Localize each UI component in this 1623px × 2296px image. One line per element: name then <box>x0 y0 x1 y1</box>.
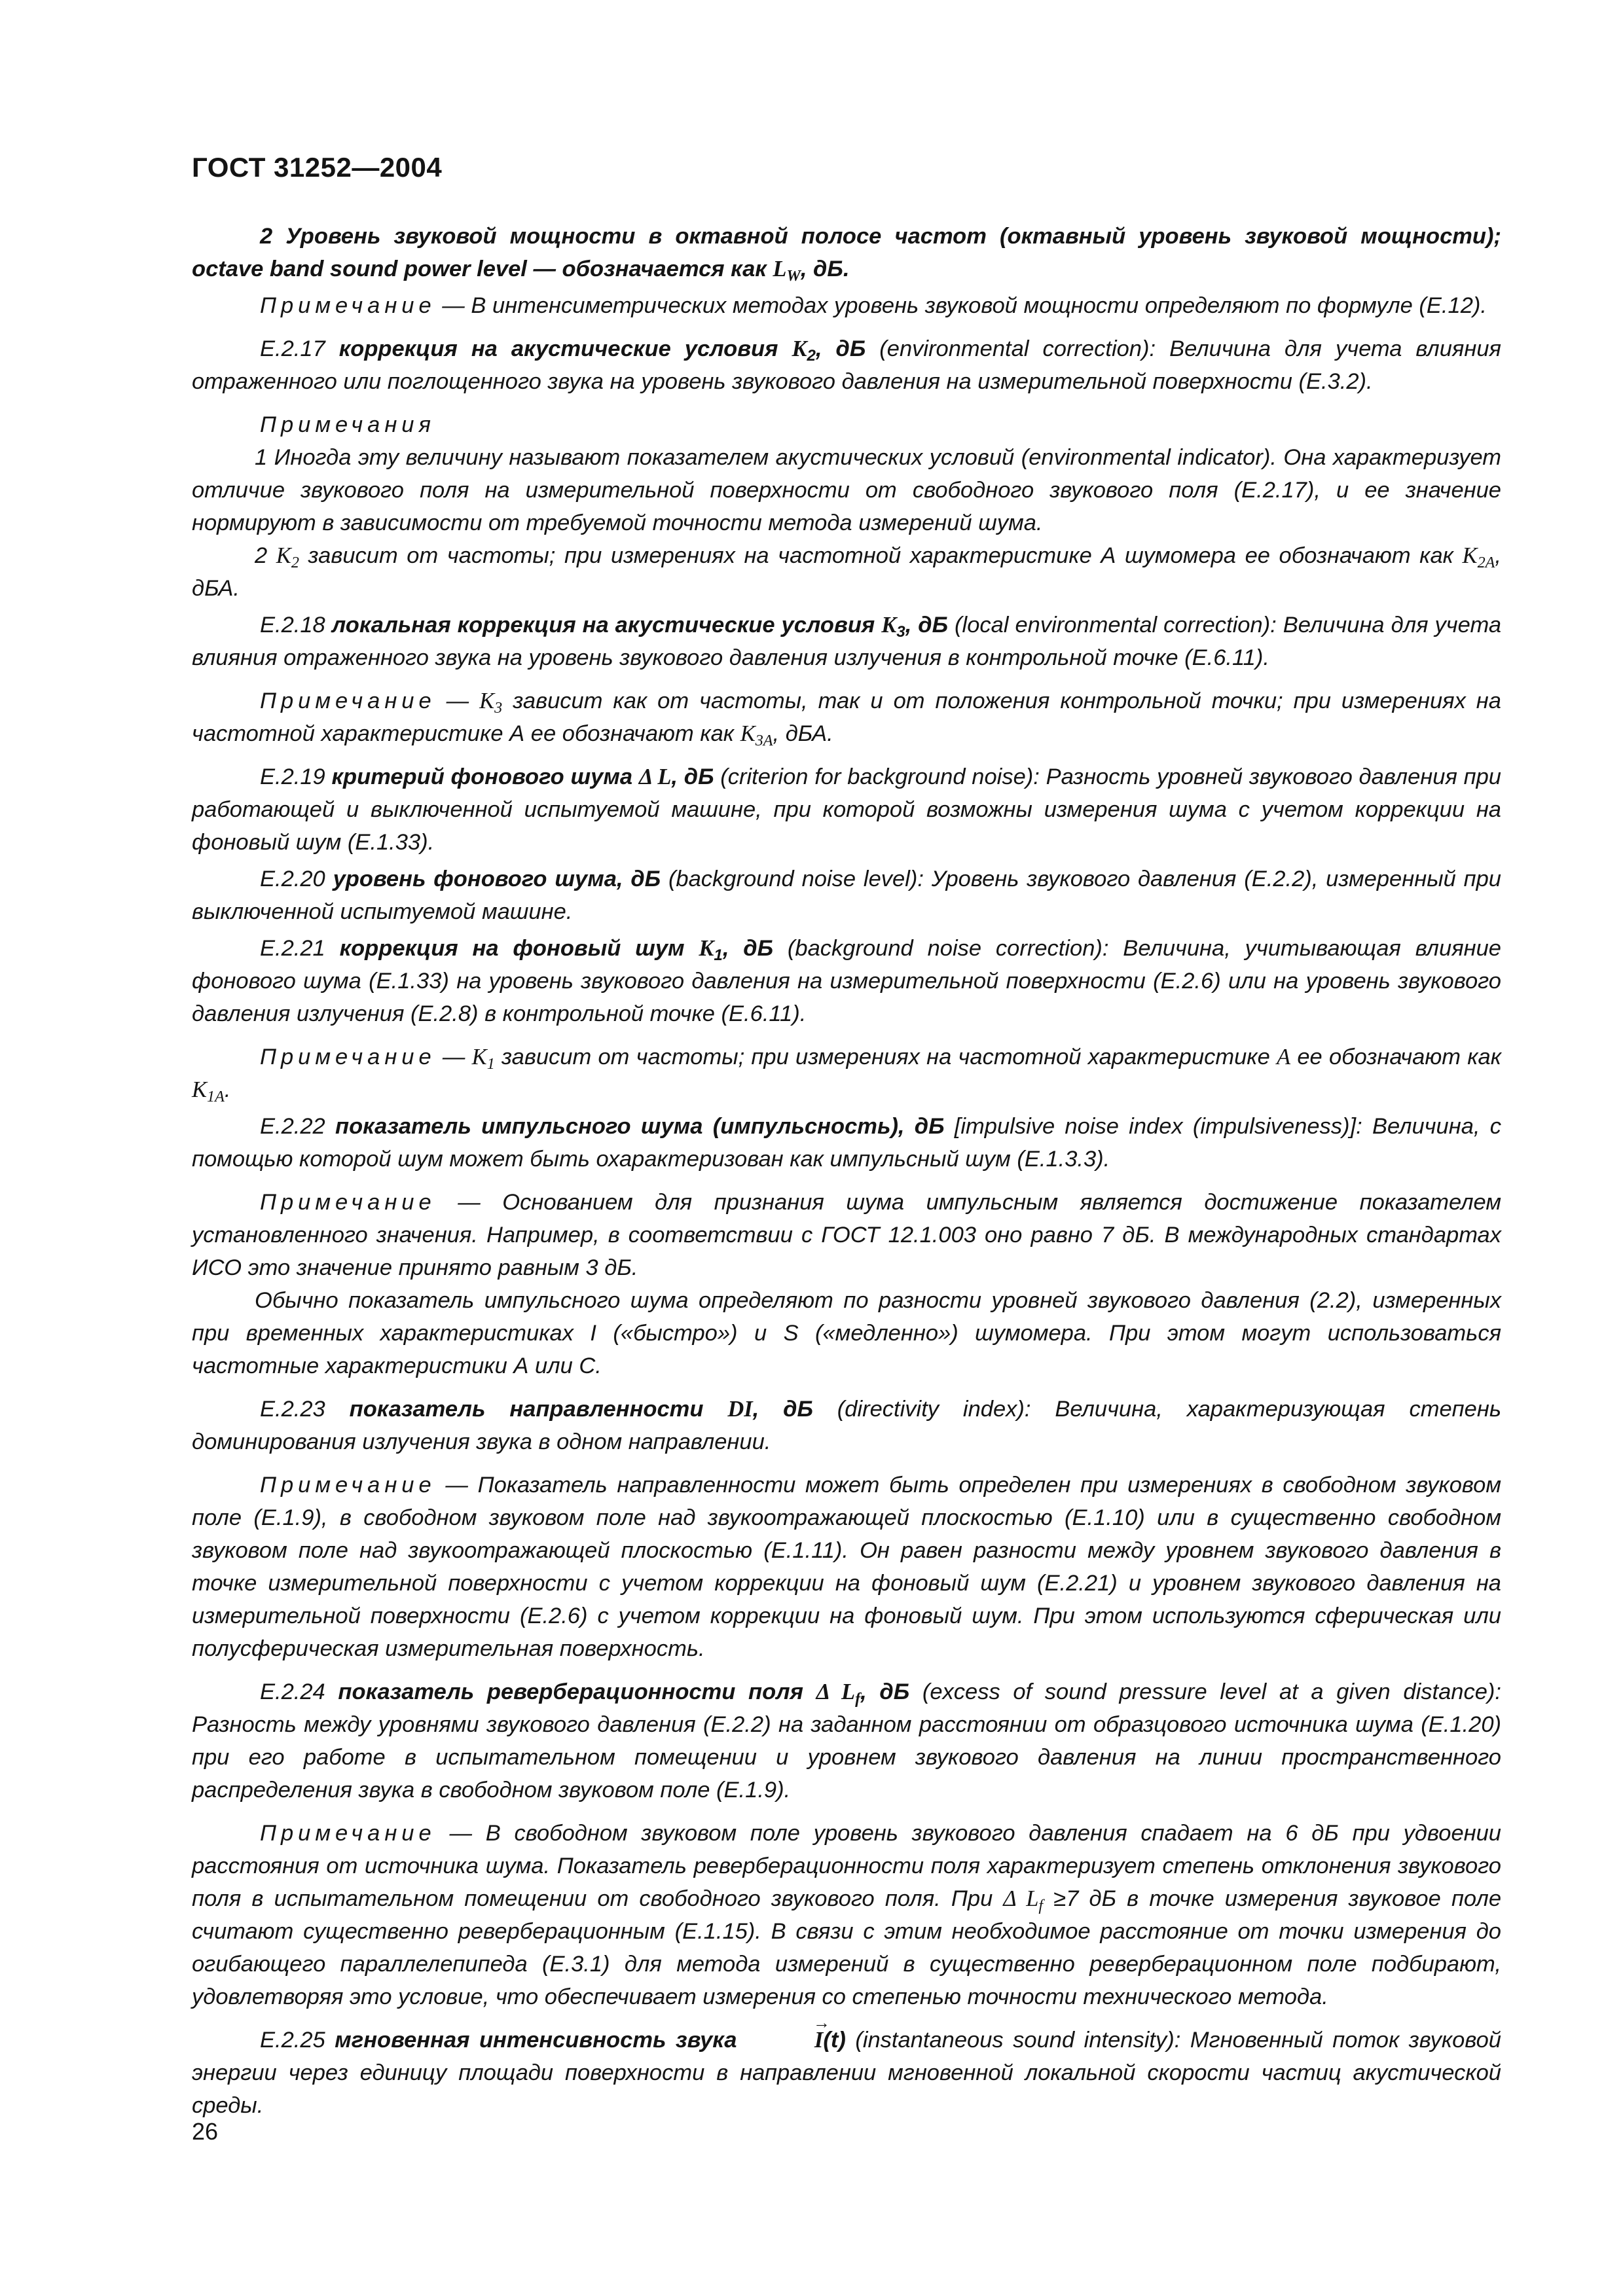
note-e-2-17-2: 2 $K_2$ зависит от частоты; при измерениях на частотной характеристике А шумомера ее обозначают как $K_{2A}$, дБА. <box>192 543 1501 601</box>
note-e-2-22: Примечание — Основанием для признания шума импульсным является достижение показателем установленного значения. Например, в соответствии с ГОСТ 12.1.003 оно равно 7 дБ. В международных стандартах ИСО это значение принято равным 3 дБ. <box>192 1190 1501 1280</box>
term-e-2-25: Е.2.25 мгновенная интенсивность звука → I(t) (instantaneous sound intensity): Мгновенный поток звуковой энергии через единицу площади поверхности в направлении мгновенной локальной скорости частиц акустической среды. <box>192 2024 1501 2122</box>
note-octave: Примечание — В интенсиметрических методах уровень звуковой мощности определяют по формуле (Е.12). <box>260 293 1487 318</box>
term-e-2-22: Е.2.22 показатель импульсного шума (импульсность), дБ [impulsive noise index (impulsiveness)]: Величина, с помощью которой шум может быть охарактеризован как импульсный шум (Е.1.3.3). <box>192 1114 1501 1172</box>
note-e-2-17-1: 1 Иногда эту величину называют показателем акустических условий (environmental indicator). Она характеризует отличие звукового поля на измерительной поверхности от свободного звукового поля (Е.2.17), и ее значение нормируют в зависимости от требуемой точности метода измерений шума. <box>192 445 1501 535</box>
term-e-2-19: Е.2.19 критерий фонового шума Δ L, дБ (criterion for background noise): Разность уровней звукового давления при работающей и выключенной испытуемой машине, при которой возможны измерения шума с учетом коррекции на фоновый шум (Е.1.33). <box>192 764 1501 855</box>
term-e-2-18: Е.2.18 локальная коррекция на акустические условия $K_3$, дБ (local environmental correction): Величина для учета влияния отраженного звука на уровень звукового давления излучения в контрольной точке (Е.6.11). <box>192 613 1502 670</box>
term-e-2-21: Е.2.21 коррекция на фоновый шум $K_1$, дБ (background noise correction): Величина, учитывающая влияние фонового шума (Е.1.33) на уровень звукового давления на измерительной поверхности (Е.2.6) или на уровень звукового давления излучения (Е.2.8) в контрольной точке (Е.6.11). <box>192 936 1501 1026</box>
term-e-2-20: Е.2.20 уровень фонового шума, дБ (background noise level): Уровень звукового давления (Е.2.2), измеренный при выключенной испытуемой машине. <box>192 867 1501 924</box>
paragraph-octave-band: 2 Уровень звуковой мощности в октавной полосе частот (октавный уровень звуковой мощности); octave band sound power level — обозначается как $L_W$, дБ. <box>192 224 1501 285</box>
note-label: Примечание <box>260 293 436 318</box>
document-body <box>192 220 1501 2122</box>
note-e-2-23: Примечание — Показатель направленности может быть определен при измерениях в свободном звуковом поле (Е.1.9), в свободном звуковом поле над звукоотражающей плоскостью (Е.1.10) или в существенно свободном звуковом поле над звукоотражающей плоскостью (Е.1.11). Он равен разности между уровнем звукового давления в точке измерительной поверхности с учетом коррекции на фоновый шум (Е.2.21) и уровнем звукового давления на измерительной поверхности (Е.2.6) с учетом коррекции на фоновый шум. При этом используются сферическая или полусферическая измерительная поверхность. <box>192 1473 1501 1661</box>
page-number: 26 <box>192 2118 219 2145</box>
note-e-2-21: Примечание — $K_1$ зависит от частоты; при измерениях на частотной характеристике A ее обозначают как $K_{1A}$. <box>192 1045 1502 1106</box>
note-e-2-24: Примечание — В свободном звуковом поле уровень звукового давления спадает на 6 дБ при удвоении расстояния от источника шума. Показатель реверберационности поля характеризует степень отклонения звукового поля в испытательном помещении от свободного звукового поля. При Δ $L_f \ge 7$ дБ в точке измерения звуковое поле считают существенно реверберационным (Е.1.15). В связи с этим необходимое расстояние от точки измерения до огибающего параллелепипеда (Е.3.1) для метода измерений в существенно реверберационном поле подбирают, удовлетворяя это условие, что обеспечивает измерения со степенью точности технического метода. <box>192 1821 1502 2009</box>
term-e-2-23: Е.2.23 показатель направленности DI, дБ (directivity index): Величина, характеризующая степень доминирования излучения звука в одном направлении. <box>192 1397 1501 1454</box>
vector-symbol: → I <box>746 2024 823 2056</box>
note-e-2-22-cont: Обычно показатель импульсного шума определяют по разности уровней звукового давления (2.2), измеренных при временных характеристиках I («быстро») и S («медленно») шумомера. При этом могут использоваться частотные характеристики А или С. <box>192 1288 1501 1378</box>
term-e-2-24: Е.2.24 показатель реверберационности поля Δ $L_f$, дБ (excess of sound pressure level at a given distance): Разность между уровнями звукового давления (Е.2.2) на заданном расстоянии от образцового источника шума (Е.1.20) при его работе в испытательном помещении и уровнем звукового давления на линии пространственного распределения звука в свободном звуковом поле (Е.1.9). <box>192 1679 1501 1803</box>
note-e-2-18: Примечание — $K_3$ зависит как от частоты, так и от положения контрольной точки; при измерениях на частотной характеристике А ее обозначают как $K_{3A}$, дБА. <box>192 689 1501 750</box>
notes-heading: Примечания <box>260 412 435 437</box>
term-e-2-17: Е.2.17 коррекция на акустические условия $K_2$, дБ (environmental correction): Величина для учета влияния отраженного или поглощенного звука на уровень звукового давления на измерительной поверхности (Е.3.2). <box>192 336 1501 394</box>
document-header: ГОСТ 31252—2004 <box>192 152 443 183</box>
